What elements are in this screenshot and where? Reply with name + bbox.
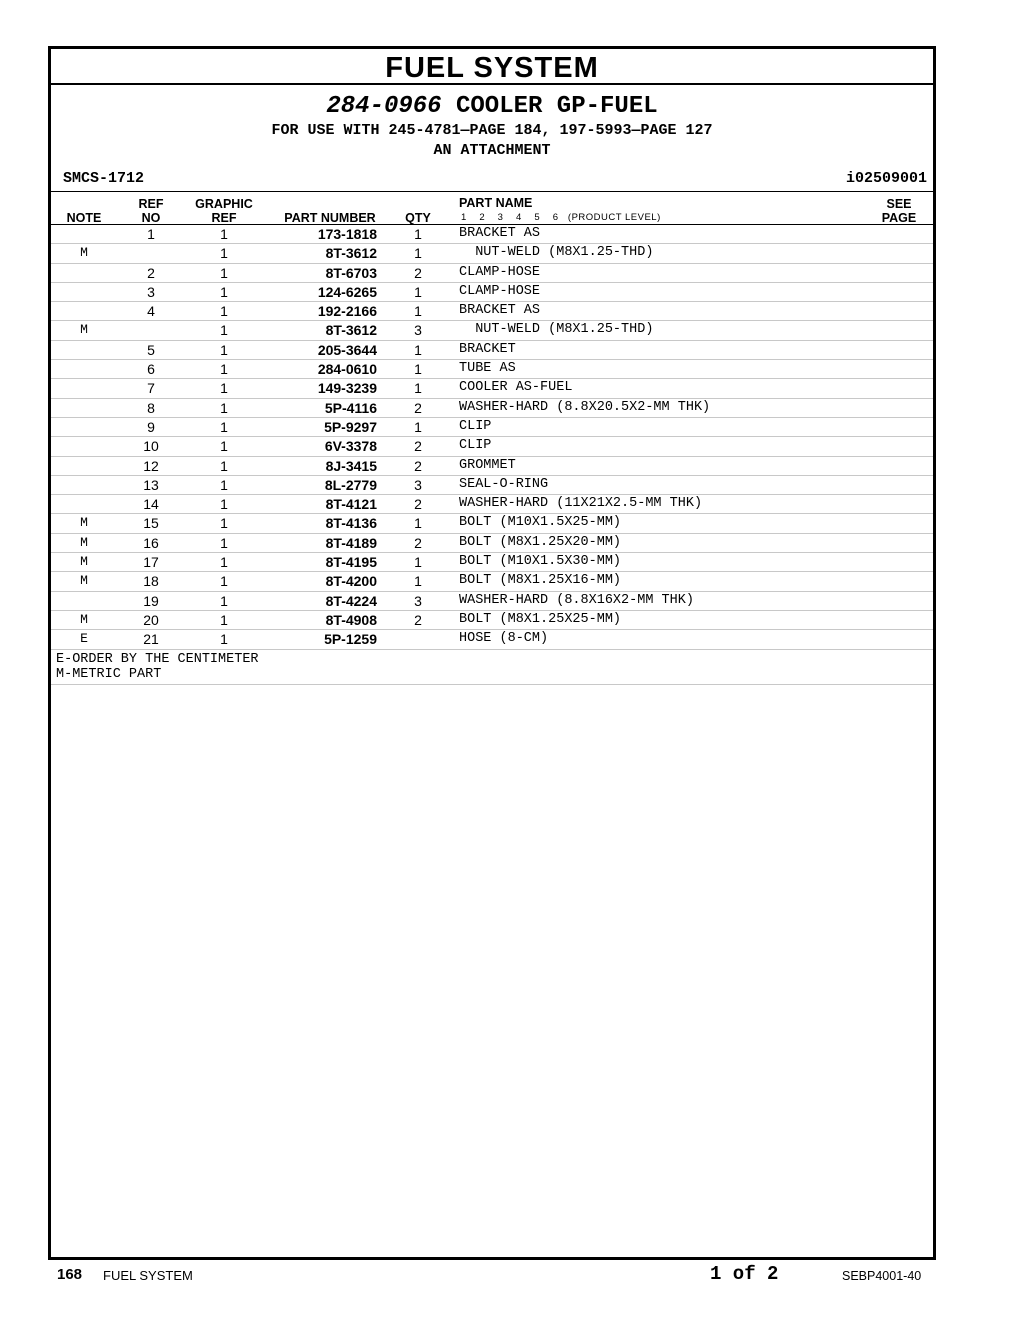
group-part-number: 284-0966 [326,93,442,120]
header-ref-top: REF [138,197,164,211]
qty-cell: 2 [414,611,422,628]
table-row [51,572,933,591]
footer-section: FUEL SYSTEM [103,1268,193,1283]
part-number-cell: 5P-9297 [324,418,377,435]
graphic-ref-cell: 1 [220,399,228,416]
qty-cell: 3 [414,322,422,339]
qty-cell: 1 [414,573,422,590]
header-part-number: PART NUMBER [284,211,376,225]
part-name-cell: COOLER AS-FUEL [459,380,573,396]
part-name-cell: BOLT (M8X1.25X25-MM) [459,611,622,627]
qty-cell: 3 [414,476,422,493]
ref-no-cell: 15 [143,515,159,532]
footer-page-number: 168 [57,1266,83,1283]
ref-no-cell: 3 [147,283,155,300]
ref-no-cell: 16 [143,534,159,551]
ref-no-cell: 5 [147,341,155,358]
ref-no-cell: 21 [143,631,159,648]
note-cell: M [80,554,88,570]
table-row [51,225,933,244]
part-number-cell: 8T-4908 [325,611,377,628]
ref-no-cell: 1 [147,226,155,242]
note-cell: M [80,534,88,550]
graphic-ref-cell: 1 [220,264,228,281]
note-cell: E [80,631,88,647]
part-number-cell: 5P-4116 [324,399,377,416]
graphic-ref-cell: 1 [220,631,228,648]
graphic-ref-cell: 1 [220,245,228,262]
graphic-ref-cell: 1 [220,322,228,339]
part-name-cell: TUBE AS [459,361,516,377]
ref-no-cell: 9 [147,418,155,435]
part-number-cell: 8T-4136 [325,515,377,532]
graphic-ref-cell: 1 [220,573,228,590]
graphic-ref-cell: 1 [220,496,228,513]
part-number-cell: 8T-4121 [325,496,377,513]
part-name-cell: BOLT (M10X1.5X30-MM) [459,554,622,570]
ref-no-cell: 19 [143,592,159,609]
part-name-cell: CLAMP-HOSE [459,283,541,299]
ref-no-cell: 20 [143,611,159,628]
note-cell: M [80,515,88,531]
graphic-ref-cell: 1 [220,226,228,242]
ref-no-cell: 4 [147,303,155,320]
graphic-ref-cell: 1 [220,361,228,378]
table-row [51,476,933,495]
header-see-bottom: PAGE [881,211,917,225]
ref-no-cell: 18 [143,573,159,590]
ref-no-cell: 8 [147,399,155,416]
part-name-cell: GROMMET [459,457,516,473]
part-name-cell: CLAMP-HOSE [459,264,541,280]
note-cell: M [80,611,88,627]
footnote-m: M-METRIC PART [56,666,162,682]
part-name-cell: NUT-WELD (M8X1.25-THD) [459,245,654,261]
part-number-cell: 8T-4200 [325,573,377,590]
qty-cell: 2 [414,534,422,551]
ref-no-cell: 14 [143,496,159,513]
qty-cell: 1 [414,303,422,320]
graphic-ref-cell: 1 [220,611,228,628]
illustration-id: i02509001 [845,170,927,187]
footer-page-of: 1 of 2 [710,1263,779,1285]
part-number-cell: 8T-4189 [325,534,377,551]
qty-cell: 1 [414,361,422,378]
part-name-cell: BOLT (M10X1.5X25-MM) [459,515,622,531]
ref-no-cell: 12 [143,457,159,474]
part-number-cell: 6V-3378 [324,438,377,455]
header-graphic-bottom: REF [211,211,237,225]
qty-cell: 2 [414,399,422,416]
attachment-label: AN ATTACHMENT [433,142,551,159]
table-row [51,553,933,572]
footer-doc-id: SEBP4001-40 [842,1269,922,1283]
ref-no-cell: 7 [147,380,155,397]
part-number-cell: 8T-3612 [325,322,377,339]
table-row [51,418,933,437]
note-cell: M [80,322,88,338]
qty-cell: 1 [414,283,422,300]
part-name-cell: BRACKET [459,341,516,357]
qty-cell: 2 [414,438,422,455]
graphic-ref-cell: 1 [220,476,228,493]
table-row [51,341,933,360]
part-number-cell: 8T-3612 [325,245,377,262]
table-row [51,611,933,630]
graphic-ref-cell: 1 [220,515,228,532]
table-row [51,360,933,379]
graphic-ref-cell: 1 [220,438,228,455]
graphic-ref-cell: 1 [220,457,228,474]
header-ref-bottom: NO [141,211,161,225]
part-number-cell: 8J-3415 [325,457,377,474]
table-row [51,514,933,533]
qty-cell: 1 [414,515,422,532]
part-name-cell: CLIP [459,438,492,454]
part-number-cell: 149-3239 [317,380,377,397]
part-number-cell: 173-1818 [317,226,377,242]
parts-page-frame [48,46,936,1260]
qty-cell: 2 [414,457,422,474]
note-cell: M [80,245,88,261]
graphic-ref-cell: 1 [220,303,228,320]
part-name-cell: BOLT (M8X1.25X20-MM) [459,534,622,550]
part-number-cell: 124-6265 [317,283,377,300]
ref-no-cell: 10 [143,438,159,455]
part-number-cell: 284-0610 [317,361,377,378]
table-row [51,592,933,611]
graphic-ref-cell: 1 [220,283,228,300]
part-name-cell: SEAL-O-RING [459,476,549,492]
table-row [51,457,933,476]
header-see-top: SEE [886,197,912,211]
table-row [51,244,933,263]
qty-cell: 2 [414,264,422,281]
note-cell: M [80,573,88,589]
graphic-ref-cell: 1 [220,341,228,358]
table-row [51,379,933,398]
header-part-name: PART NAME [459,196,533,210]
graphic-ref-cell: 1 [220,592,228,609]
table-row [51,630,933,649]
table-row [51,399,933,418]
parts-list [51,225,933,685]
part-number-cell: 8T-4195 [325,554,377,571]
part-name-cell: WASHER-HARD (8.8X20.5X2-MM THK) [459,399,711,415]
ref-no-cell: 17 [143,554,159,571]
graphic-ref-cell: 1 [220,554,228,571]
footnotes [51,650,933,685]
table-row [51,264,933,283]
part-number-cell: 205-3644 [317,341,377,358]
qty-cell: 1 [414,226,422,242]
table-row [51,321,933,340]
qty-cell: 3 [414,592,422,609]
qty-cell: 1 [414,245,422,262]
part-name-cell: CLIP [459,418,492,434]
part-number-cell: 8T-6703 [325,264,377,281]
header-top-rule [51,191,933,192]
qty-cell: 1 [414,341,422,358]
table-row [51,302,933,321]
header-product-level: 1 2 3 4 5 6 (PRODUCT LEVEL) [461,212,661,223]
table-row [51,283,933,302]
part-name-cell: NUT-WELD (M8X1.25-THD) [459,322,654,338]
part-number-cell: 5P-1259 [324,631,377,648]
table-row [51,534,933,553]
part-number-cell: 8L-2779 [324,476,377,493]
part-number-cell: 192-2166 [317,303,377,320]
header-note: NOTE [66,211,102,225]
graphic-ref-cell: 1 [220,380,228,397]
for-use-with: FOR USE WITH 245-4781—PAGE 184, 197-5993—PAGE 127 [271,122,713,139]
part-name-cell: WASHER-HARD (11X21X2.5-MM THK) [459,496,703,512]
footnote-e: E-ORDER BY THE CENTIMETER [56,651,259,667]
part-name-cell: WASHER-HARD (8.8X16X2-MM THK) [459,592,694,608]
table-row [51,437,933,456]
ref-no-cell: 6 [147,361,155,378]
group-title [51,93,933,121]
qty-cell: 1 [414,554,422,571]
header-graphic-top: GRAPHIC [195,197,253,211]
part-name-cell: BOLT (M8X1.25X16-MM) [459,573,622,589]
ref-no-cell: 2 [147,264,155,281]
group-name: COOLER GP-FUEL [455,93,658,120]
part-name-cell: BRACKET AS [459,226,541,241]
part-name-cell: HOSE (8-CM) [459,631,549,647]
header-qty: QTY [405,211,431,225]
qty-cell: 2 [414,496,422,513]
graphic-ref-cell: 1 [220,418,228,435]
section-title: FUEL SYSTEM [51,49,933,85]
parts-rows [51,225,933,650]
part-name-cell: BRACKET AS [459,303,541,319]
part-number-cell: 8T-4224 [325,592,377,609]
ref-no-cell: 13 [143,476,159,493]
table-row [51,495,933,514]
qty-cell: 1 [414,418,422,435]
graphic-ref-cell: 1 [220,534,228,551]
smcs-code: SMCS-1712 [63,170,145,187]
qty-cell: 1 [414,380,422,397]
